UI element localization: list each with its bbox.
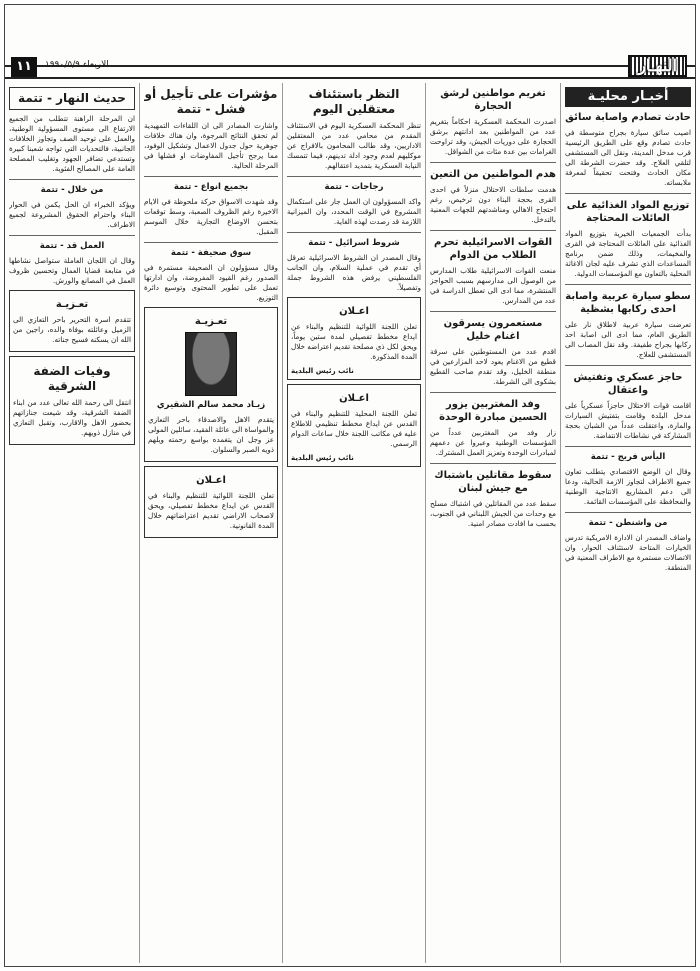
notice-signature: نائب رئيس البلدية [291,453,354,462]
article-body: وقال مسؤولون ان الصحيفة مستمرة في الصدور رغم القيود المفروضة، وان ادارتها تعمل على تطوير المحتوى وتوسيع دائرة التوزيع. [144,263,278,302]
obituary-box [144,307,278,462]
article-title: القوات الاسرائيلية تحرم الطلاب من الدوام [433,237,553,261]
issue-date: الاربعاء ١٩٩٠/٥/٩ [45,60,109,70]
newspaper-page [4,4,696,967]
article-body: بدأت الجمعيات الخيرية بتوزيع المواد الغذائية على العائلات المحتاجة في القرى والمخيمات، وذلك ضمن برنامج المساعدات الذي تشرف عليه لجان الاغاثة المحلية بالتعاون مع المؤسسات الدولية. [565,229,691,278]
article-title: رجاجات - تتمة [324,182,384,192]
article-body: وقد شهدت الاسواق حركة ملحوظة في الايام الاخيرة رغم الظروف الصعبة، وسط توقعات بتحسن الاوضاع التجارية خلال الموسم المقبل. [144,197,278,236]
divider [287,232,421,233]
article-body: ان المرحلة الراهنة تتطلب من الجميع الارتفاع الى مستوى المسؤولية الوطنية، والعمل على توحيد الصف وتجاوز الخلافات الجانبية، فالتحديات التي تواجه شعبنا كبيرة وتستدعي تضافر الجهود وتغليب المصلحة العامة على المصالح الفئوية. [9,114,135,173]
article-body: واكد المسؤولون ان العمل جار على استكمال المشروع في الوقت المحدد، وان الميزانية اللازمة قد رصدت لهذه الغاية. [287,197,421,226]
divider [430,162,556,163]
notice-box [287,297,421,380]
article-body: ويؤكد الخبراء ان الحل يكمن في الحوار البناء واحترام الحقوق المشروعة لجميع الاطراف. [9,200,135,229]
notice-body: تعلن اللجنة اللوائية للتنظيم والبناء عن ايداع مخطط تفصيلي لمدة ستين يوماً، ويحق لكل ذي مصلحة تقديم اعتراضه خلال المدة المذكورة. [291,322,417,361]
divider [565,365,691,366]
notice-box [144,466,278,538]
article-title: حادث تصادم واصابة سائق [565,112,691,123]
lead-headline: مؤشرات على تأجيل أو فشل - تتمة [144,87,278,116]
column-rule [282,83,283,963]
divider [287,176,421,177]
divider [430,311,556,312]
obituaries-box [9,356,135,445]
article-body: اقامت قوات الاحتلال حاجزاً عسكرياً على مدخل البلدة وقامت بتفتيش السيارات والمارة، واعتقلت عدداً من الشبان بحجة المشاركة في نشاطات الانتفاضة. [565,401,691,440]
divider [9,235,135,236]
article-body: وقال المصدر ان الشروط الاسرائيلية تعرقل أي تقدم في عملية السلام، وان الجانب الفلسطيني يرفض هذه الشروط جملة وتفصيلاً. [287,253,421,292]
article-body: وقال ان اللجان العاملة ستواصل نشاطها في متابعة قضايا العمال وتحسين ظروف العمل في المصانع والورش. [9,256,135,285]
masthead [5,5,695,75]
condolence-body: تتقدم اسرة التحرير باحر التعازي الى الزميل وعائلته بوفاة والده، راجين من الله ان يسكنه فسيح جناته. [13,315,131,344]
column-opinion [9,83,135,963]
divider [144,242,278,243]
obituary-body: يتقدم الاهل والاصدقاء باحر التعازي والمواساة الى عائلة الفقيد، سائلين المولى عز وجل ان يتغمده بواسع رحمته ويلهم ذويه الصبر والسلوان. [147,415,274,454]
lead-headline: التظر باستئناف معتقلين اليوم [308,87,400,116]
obituaries-title: وفيات الضفة الشرقية [33,364,111,393]
divider [565,284,691,285]
column-rule [425,83,426,963]
column-rule [139,83,140,963]
article-title: وفد المغتربين يزور الحسين مبادرة الوحدة [439,399,547,423]
obituary-name: زيـاد محمد سالم الشقيري [156,400,266,410]
article-body: سقط عدد من المقاتلين في اشتباك مسلح مع وحدات من الجيش اللبناني في الجنوب، بحسب ما افادت مصادر امنية. [430,499,556,528]
page-number: ١١ [11,57,37,77]
divider [144,176,278,177]
divider [430,463,556,464]
article-title: العمل قد - تتمة [39,241,105,251]
article-title: شروط اسرائيل - تتمة [308,238,400,248]
article-title: حاجز عسكري وتفتيش واعتقال [573,372,683,396]
notice-title: اعـلان [339,306,369,317]
obituaries-body: انتقل الى رحمة الله تعالى عدد من ابناء الضفة الشرقية، وقد شيعت جنازاتهم بحضور الاهل والاقارب، وتقبل التعازي في منازل ذويهم. [13,398,131,437]
article-body: واضاف المصدر ان الادارة الامريكية تدرس الخيارات المتاحة لاستئناف الحوار، وان الاتصالات مستمرة مع الاطراف المعنية في المنطقة. [565,533,691,572]
divider [565,446,691,447]
notice-title: اعـلان [339,393,369,404]
obituary-title: تعـزيـة [194,316,228,327]
notice-box [287,384,421,467]
notice-title: اعـلان [196,475,226,486]
divider [9,179,135,180]
newspaper-logo: النهـار [628,55,687,77]
article-body: اصيب سائق سيارة بجراح متوسطة في حادث تصادم وقع على الطريق الرئيسية قرب مدخل المدينة، ونقل الى المستشفى لتلقي العلاج. وقد حضرت الشرطة الى مكان الحادث وفتحت تحقيقاً لمعرفة ملابساته. [565,128,691,187]
article-title: من واشنطن - تتمة [588,518,668,528]
article-body: تعرضت سيارة عربية لاطلاق نار على الطريق العام، مما ادى الى اصابة احد ركابها بجراح طفيفة. وقد نقل المصاب الى المستشفى للعلاج. [565,320,691,359]
column-news-4 [144,83,278,963]
divider [565,512,691,513]
article-body: واشارت المصادر الى ان اللقاءات التمهيدية لم تحقق النتائج المرجوة، وان هناك خلافات جوهرية حول جدول الاعمال وتشكيل الوفود، مما يرجح تأجيل المفاوضات او فشلها في المرحلة الحالية. [144,121,278,170]
article-body: اصدرت المحكمة العسكرية احكاماً بتغريم عدد من المواطنين بعد ادانتهم برشق الحجارة على دوريات الجيش، وقد تراوحت الغرامات بين عدة مئات من الشواقل. [430,117,556,156]
column-rule [560,83,561,963]
article-title: سقوط مقاتلين باشتباك مع جيش لبنان [434,470,552,494]
lead-headline: حديث النهار - تتمة [9,87,135,110]
article-title: مستعمرون يسرقون اغنام خليل [443,318,543,342]
article-title: من خلال - تتمة [40,185,104,195]
portrait-photo [185,332,237,396]
article-title: اليأس فريج - تتمة [590,452,666,462]
article-title: توزيع المواد الغذائية على العائلات المحتاجة [566,200,690,224]
divider [430,392,556,393]
masthead-rule [5,77,695,79]
notice-body: تعلن اللجنة المحلية للتنظيم والبناء في القدس عن ايداع مخطط تنظيمي للاطلاع عليه في مكاتب اللجنة خلال ساعات الدوام الرسمي. [291,409,417,448]
column-news-3 [287,83,421,963]
article-title: هدم المواطنين من التعين [430,169,556,180]
article-body: منعت القوات الاسرائيلية طلاب المدارس من الوصول الى مدارسهم بسبب الحواجز المنتشرة، مما ادى الى تعطل الدراسة في عدد من المدارس. [430,266,556,305]
divider [430,230,556,231]
article-title: بجميع انواع - تتمة [173,182,249,192]
article-body: هدمت سلطات الاحتلال منزلاً في احدى القرى بحجة البناء دون ترخيص، رغم احتجاج الاهالي ومناشدتهم للجهات المعنية بالتدخل. [430,185,556,224]
divider [565,193,691,194]
condolence-title: تعـزيـة [55,299,89,310]
article-body: وقال ان الوضع الاقتصادي يتطلب تعاون جميع الاطراف لتجاوز الازمة الحالية، ودعا الى دعم المشاريع الانتاجية الوطنية والمحافظة على المؤسسات القائمة. [565,467,691,506]
article-title: سطو سيارة عربية واصابة احدى ركابها بشظية [565,291,691,315]
column-local-news [565,83,691,963]
article-body: تنظر المحكمة العسكرية اليوم في الاستئناف المقدم من محامي عدد من المعتقلين الاداريين، وقد طالب المحامون بالافراج عن موكليهم لعدم وجود ادلة تدينهم، فيما تتمسك النيابة العسكرية بتمديد اعتقالهم. [287,121,421,170]
notice-signature: نائب رئيس البلدية [291,366,354,375]
article-title: تغريم مواطنين لرشق الحجارة [440,88,546,112]
column-news-2 [430,83,556,963]
article-body: زار وفد من المغتربين عدداً من المؤسسات الوطنية وعبروا عن دعمهم لمبادرات الوحدة وتعزيز العمل المشترك. [430,428,556,457]
article-title: سوق صحيفة - تتمة [170,248,252,258]
article-body: اقدم عدد من المستوطنين على سرقة قطيع من الاغنام يعود لاحد المزارعين في منطقة الخليل، وقد تقدم صاحب القطيع بشكوى الى الشرطة. [430,347,556,386]
section-title: أخبـار محليـة [565,87,691,107]
notice-body: تعلن اللجنة اللوائية للتنظيم والبناء في القدس عن ايداع مخطط تفصيلي، ويحق لاصحاب الاراضي تقديم اعتراضاتهم خلال المدة القانونية. [148,491,274,530]
condolence-box [9,290,135,352]
